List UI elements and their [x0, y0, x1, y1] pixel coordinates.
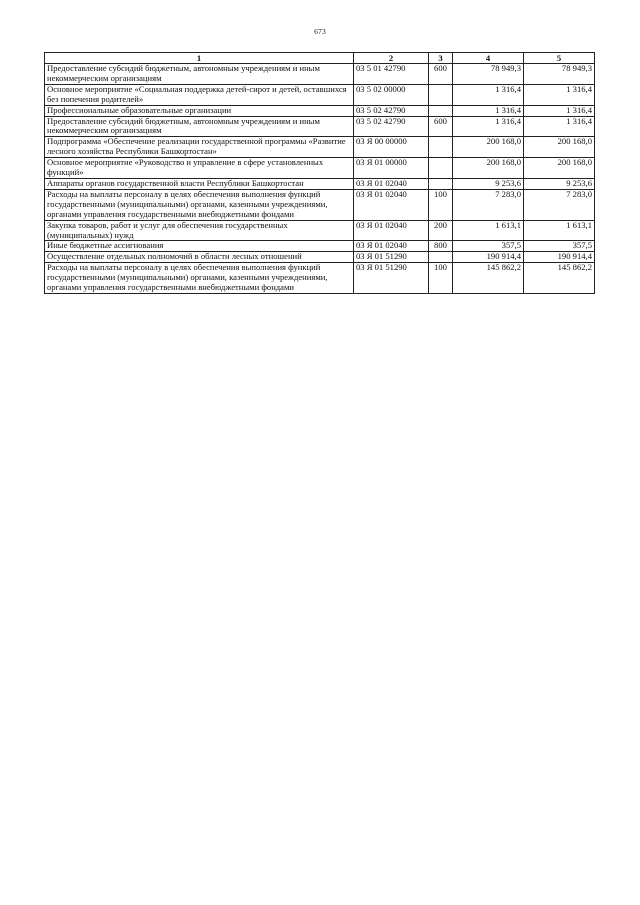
cell-amount-1: 1 613,1: [453, 220, 524, 241]
cell-amount-2: 357,5: [524, 241, 595, 252]
budget-table: [44, 52, 595, 294]
header-col-4: 4: [453, 53, 524, 64]
cell-amount-1: 145 862,2: [453, 263, 524, 294]
cell-amount-1: 1 316,4: [453, 105, 524, 116]
cell-amount-2: 7 283,0: [524, 189, 595, 220]
cell-amount-1: 78 949,3: [453, 64, 524, 85]
cell-expense-type: [429, 137, 453, 158]
table-row: [45, 116, 595, 137]
cell-code: 03 Я 01 02040: [354, 178, 429, 189]
cell-code: 03 5 02 42790: [354, 116, 429, 137]
cell-code: 03 Я 01 00000: [354, 158, 429, 179]
cell-expense-type: 100: [429, 189, 453, 220]
cell-name: Основное мероприятие «Руководство и управление в сфере установленных функций»: [45, 158, 354, 179]
page-number: 673: [314, 27, 326, 36]
cell-code: 03 5 02 42790: [354, 105, 429, 116]
cell-code: 03 Я 00 00000: [354, 137, 429, 158]
cell-amount-1: 9 253,6: [453, 178, 524, 189]
cell-expense-type: [429, 84, 453, 105]
cell-code: 03 Я 01 02040: [354, 241, 429, 252]
table-row: [45, 84, 595, 105]
cell-amount-1: 190 914,4: [453, 252, 524, 263]
cell-amount-2: 78 949,3: [524, 64, 595, 85]
header-col-5: 5: [524, 53, 595, 64]
cell-amount-2: 1 316,4: [524, 116, 595, 137]
table-row: [45, 252, 595, 263]
cell-expense-type: 100: [429, 263, 453, 294]
cell-name: Расходы на выплаты персоналу в целях обеспечения выполнения функций государственными (муниципальными) органами, казенными учреждениями, органами управления государственными внебюджетными фондами: [45, 189, 354, 220]
cell-code: 03 5 02 00000: [354, 84, 429, 105]
table-row: [45, 263, 595, 294]
cell-amount-2: 1 613,1: [524, 220, 595, 241]
cell-name: Аппараты органов государственной власти Республики Башкортостан: [45, 178, 354, 189]
table-row: [45, 105, 595, 116]
cell-amount-2: 9 253,6: [524, 178, 595, 189]
cell-code: 03 Я 01 02040: [354, 189, 429, 220]
cell-code: 03 Я 01 51290: [354, 252, 429, 263]
header-col-1: 1: [45, 53, 354, 64]
header-col-3: 3: [429, 53, 453, 64]
cell-amount-1: 1 316,4: [453, 84, 524, 105]
cell-name: Подпрограмма «Обеспечение реализации государственной программы «Развитие лесного хозяйства Республики Башкортостан»: [45, 137, 354, 158]
cell-name: Основное мероприятие «Социальная поддержка детей-сирот и детей, оставшихся без попечения родителей»: [45, 84, 354, 105]
table-row: [45, 158, 595, 179]
cell-amount-1: 200 168,0: [453, 137, 524, 158]
cell-name: Иные бюджетные ассигнования: [45, 241, 354, 252]
cell-amount-2: 200 168,0: [524, 137, 595, 158]
cell-code: 03 Я 01 02040: [354, 220, 429, 241]
cell-name: Закупка товаров, работ и услуг для обеспечения государственных (муниципальных) нужд: [45, 220, 354, 241]
cell-name: Предоставление субсидий бюджетным, автономным учреждениям и иным некоммерческим организациям: [45, 64, 354, 85]
cell-expense-type: [429, 252, 453, 263]
cell-amount-1: 7 283,0: [453, 189, 524, 220]
cell-amount-2: 1 316,4: [524, 105, 595, 116]
cell-expense-type: 600: [429, 64, 453, 85]
cell-amount-1: 357,5: [453, 241, 524, 252]
cell-name: Расходы на выплаты персоналу в целях обеспечения выполнения функций государственными (муниципальными) органами, казенными учреждениями, органами управления государственными внебюджетными фондами: [45, 263, 354, 294]
table-row: [45, 64, 595, 85]
header-col-2: 2: [354, 53, 429, 64]
table-row: [45, 189, 595, 220]
table-row: [45, 137, 595, 158]
cell-amount-2: 145 862,2: [524, 263, 595, 294]
cell-expense-type: 200: [429, 220, 453, 241]
table-row: [45, 220, 595, 241]
cell-amount-1: 1 316,4: [453, 116, 524, 137]
cell-code: 03 Я 01 51290: [354, 263, 429, 294]
cell-amount-2: 1 316,4: [524, 84, 595, 105]
cell-amount-1: 200 168,0: [453, 158, 524, 179]
cell-name: Осуществление отдельных полномочий в области лесных отношений: [45, 252, 354, 263]
cell-expense-type: 800: [429, 241, 453, 252]
cell-expense-type: [429, 178, 453, 189]
table-row: [45, 178, 595, 189]
cell-name: Предоставление субсидий бюджетным, автономным учреждениям и иным некоммерческим организациям: [45, 116, 354, 137]
header-row: [45, 53, 595, 64]
cell-name: Профессиональные образовательные организации: [45, 105, 354, 116]
cell-amount-2: 200 168,0: [524, 158, 595, 179]
cell-amount-2: 190 914,4: [524, 252, 595, 263]
cell-code: 03 5 01 42790: [354, 64, 429, 85]
cell-expense-type: [429, 158, 453, 179]
cell-expense-type: [429, 105, 453, 116]
table-row: [45, 241, 595, 252]
cell-expense-type: 600: [429, 116, 453, 137]
